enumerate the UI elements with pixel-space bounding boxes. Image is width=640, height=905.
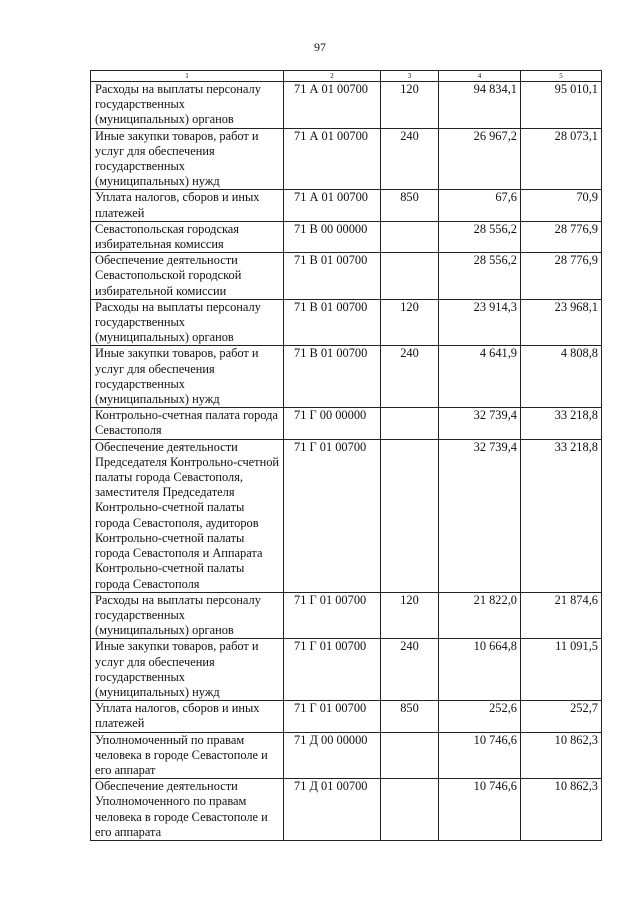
table-row [91, 732, 602, 779]
row-name: Иные закупки товаров, работ и услуг для обеспечения государственных (муниципальных) нужд [91, 128, 284, 190]
row-target-code: 71 В 01 00700 [284, 253, 381, 300]
row-target-code: 71 А 01 00700 [284, 190, 381, 221]
row-name: Расходы на выплаты персоналу государственных (муниципальных) органов [91, 82, 284, 129]
row-expense-type: 850 [381, 701, 439, 732]
row-value-2: 21 874,6 [521, 592, 602, 639]
row-value-2: 11 091,5 [521, 639, 602, 701]
row-value-1: 28 556,2 [439, 221, 521, 252]
row-value-2: 33 218,8 [521, 439, 602, 592]
row-value-2: 252,7 [521, 701, 602, 732]
row-name: Обеспечение деятельности Уполномоченного по правам человека в городе Севастополе и его аппарата [91, 779, 284, 841]
column-header-2: 2 [284, 71, 381, 82]
row-name: Севастопольская городская избирательная комиссия [91, 221, 284, 252]
row-name: Уполномоченный по правам человека в городе Севастополе и его аппарат [91, 732, 284, 779]
row-expense-type [381, 439, 439, 592]
row-expense-type: 120 [381, 82, 439, 129]
row-name: Иные закупки товаров, работ и услуг для обеспечения государственных (муниципальных) нужд [91, 639, 284, 701]
table-row [91, 190, 602, 221]
row-value-1: 10 664,8 [439, 639, 521, 701]
page-number: 97 [314, 40, 326, 54]
row-value-2: 95 010,1 [521, 82, 602, 129]
row-name: Расходы на выплаты персоналу государственных (муниципальных) органов [91, 299, 284, 346]
column-header-5: 5 [521, 71, 602, 82]
row-name: Уплата налогов, сборов и иных платежей [91, 701, 284, 732]
row-value-1: 4 641,9 [439, 346, 521, 408]
table-header-row [91, 71, 602, 82]
row-value-1: 21 822,0 [439, 592, 521, 639]
row-target-code: 71 Г 01 00700 [284, 439, 381, 592]
row-target-code: 71 Д 00 00000 [284, 732, 381, 779]
row-expense-type [381, 253, 439, 300]
row-name: Контрольно-счетная палата города Севастополя [91, 408, 284, 439]
table-row [91, 592, 602, 639]
row-target-code: 71 А 01 00700 [284, 128, 381, 190]
table-row [91, 221, 602, 252]
row-target-code: 71 Г 01 00700 [284, 639, 381, 701]
table-row [91, 346, 602, 408]
row-expense-type [381, 779, 439, 841]
row-value-2: 70,9 [521, 190, 602, 221]
table-row [91, 253, 602, 300]
row-name: Иные закупки товаров, работ и услуг для обеспечения государственных (муниципальных) нужд [91, 346, 284, 408]
row-value-1: 28 556,2 [439, 253, 521, 300]
row-expense-type: 120 [381, 592, 439, 639]
row-expense-type: 240 [381, 128, 439, 190]
row-value-2: 10 862,3 [521, 779, 602, 841]
row-expense-type: 120 [381, 299, 439, 346]
row-expense-type: 240 [381, 639, 439, 701]
row-target-code: 71 В 00 00000 [284, 221, 381, 252]
row-expense-type [381, 221, 439, 252]
row-target-code: 71 В 01 00700 [284, 346, 381, 408]
column-header-3: 3 [381, 71, 439, 82]
table-row [91, 299, 602, 346]
table-row [91, 639, 602, 701]
row-expense-type: 850 [381, 190, 439, 221]
row-target-code: 71 Г 01 00700 [284, 592, 381, 639]
row-target-code: 71 В 01 00700 [284, 299, 381, 346]
row-value-1: 32 739,4 [439, 439, 521, 592]
row-name: Обеспечение деятельности Севастопольской городской избирательной комиссии [91, 253, 284, 300]
row-value-1: 26 967,2 [439, 128, 521, 190]
row-name: Расходы на выплаты персоналу государственных (муниципальных) органов [91, 592, 284, 639]
row-expense-type [381, 732, 439, 779]
table-row [91, 82, 602, 129]
budget-table [90, 70, 602, 841]
row-target-code: 71 Д 01 00700 [284, 779, 381, 841]
row-name: Обеспечение деятельности Председателя Контрольно-счетной палаты города Севастополя, заместителя Председателя Контрольно-счетной палаты города Севастополя, аудиторов Контрольно-счетной палаты города Севастополя и Аппарата Контрольно-счетной палаты города Севастополя [91, 439, 284, 592]
table-row [91, 779, 602, 841]
row-target-code: 71 Г 00 00000 [284, 408, 381, 439]
row-value-1: 94 834,1 [439, 82, 521, 129]
row-value-1: 23 914,3 [439, 299, 521, 346]
row-value-2: 28 776,9 [521, 253, 602, 300]
row-value-2: 33 218,8 [521, 408, 602, 439]
row-target-code: 71 Г 01 00700 [284, 701, 381, 732]
table-row [91, 128, 602, 190]
row-value-1: 252,6 [439, 701, 521, 732]
row-value-2: 23 968,1 [521, 299, 602, 346]
column-header-4: 4 [439, 71, 521, 82]
row-value-1: 67,6 [439, 190, 521, 221]
row-value-2: 4 808,8 [521, 346, 602, 408]
row-expense-type: 240 [381, 346, 439, 408]
row-value-1: 10 746,6 [439, 779, 521, 841]
table-row [91, 408, 602, 439]
row-value-2: 10 862,3 [521, 732, 602, 779]
table-row [91, 701, 602, 732]
row-value-1: 10 746,6 [439, 732, 521, 779]
row-expense-type [381, 408, 439, 439]
row-value-1: 32 739,4 [439, 408, 521, 439]
row-name: Уплата налогов, сборов и иных платежей [91, 190, 284, 221]
row-target-code: 71 А 01 00700 [284, 82, 381, 129]
row-value-2: 28 073,1 [521, 128, 602, 190]
table-row [91, 439, 602, 592]
row-value-2: 28 776,9 [521, 221, 602, 252]
column-header-1: 1 [91, 71, 284, 82]
